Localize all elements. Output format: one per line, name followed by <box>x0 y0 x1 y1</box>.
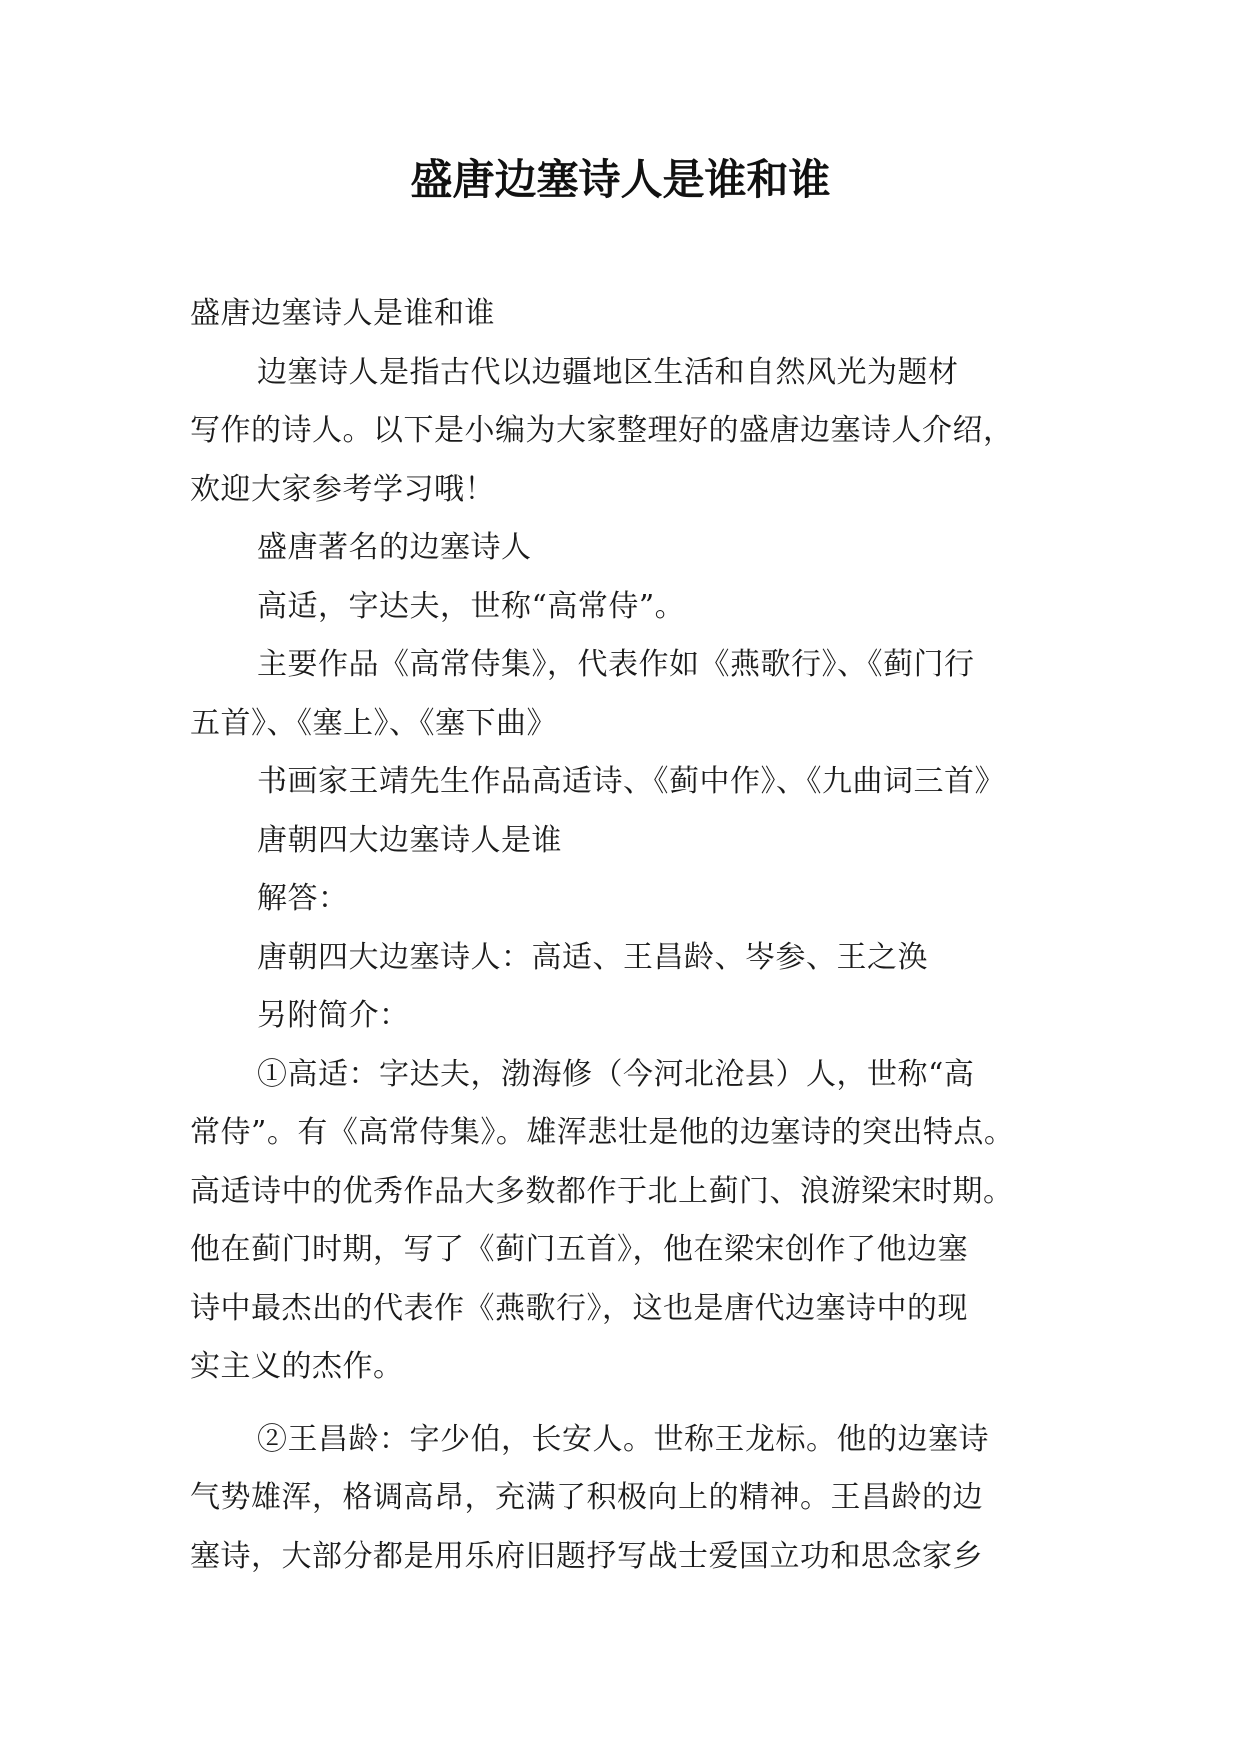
paragraph-gap <box>190 1397 1060 1411</box>
text-line: 诗中最杰出的代表作《燕歌行》，这也是唐代边塞诗中的现 <box>190 1290 968 1326</box>
text-line: 主要作品《高常侍集》，代表作如《燕歌行》、《蓟门行 <box>257 647 975 682</box>
text-line: 写作的诗人。以下是小编为大家整理好的盛唐边塞诗人介绍， <box>190 413 1014 448</box>
text-line: 塞诗，大部分都是用乐府旧题抒写战士爱国立功和思念家乡 <box>190 1538 983 1574</box>
text-line: ①高适：字达夫，渤海修（今河北沧县）人，世称“高 <box>257 1056 975 1092</box>
text-line: 边塞诗人是指古代以边疆地区生活和自然风光为题材 <box>257 354 959 390</box>
text-line: 高适诗中的优秀作品大多数都作于北上蓟门、浪游梁宋时期。 <box>190 1173 1014 1209</box>
text-line: 高适，字达夫，世称“高常侍”。 <box>257 588 686 624</box>
text-line: 他在蓟门时期，写了《蓟门五首》，他在梁宋创作了他边塞 <box>190 1232 968 1267</box>
text-line: 常侍”。有《高常侍集》。雄浑悲壮是他的边塞诗的突出特点。 <box>190 1115 1015 1150</box>
text-line: 另附简介： <box>257 998 410 1033</box>
text-line: 解答： <box>257 881 349 916</box>
text-line: 五首》、《塞上》、《塞下曲》 <box>190 705 557 741</box>
text-line: ②王昌龄：字少伯，长安人。世称王龙标。他的边塞诗 <box>257 1421 989 1457</box>
text-line: 唐朝四大边塞诗人是谁 <box>257 822 562 858</box>
text-line: 盛唐著名的边塞诗人 <box>257 530 532 565</box>
text-line: 欢迎大家参考学习哦！ <box>190 471 495 507</box>
text-line: 气势雄浑，格调高昂，充满了积极向上的精神。王昌龄的边 <box>190 1480 983 1515</box>
text-line: 书画家王靖先生作品高适诗、《蓟中作》、《九曲词三首》 <box>257 764 1005 799</box>
text-line: 实主义的杰作。 <box>190 1349 404 1384</box>
document-title: 盛唐边塞诗人是谁和谁 <box>410 155 831 204</box>
text-line: 唐朝四大边塞诗人：高适、王昌龄、岑参、王之涣 <box>257 939 928 975</box>
document-body <box>190 285 1060 1586</box>
text-line: 盛唐边塞诗人是谁和谁 <box>190 296 495 331</box>
